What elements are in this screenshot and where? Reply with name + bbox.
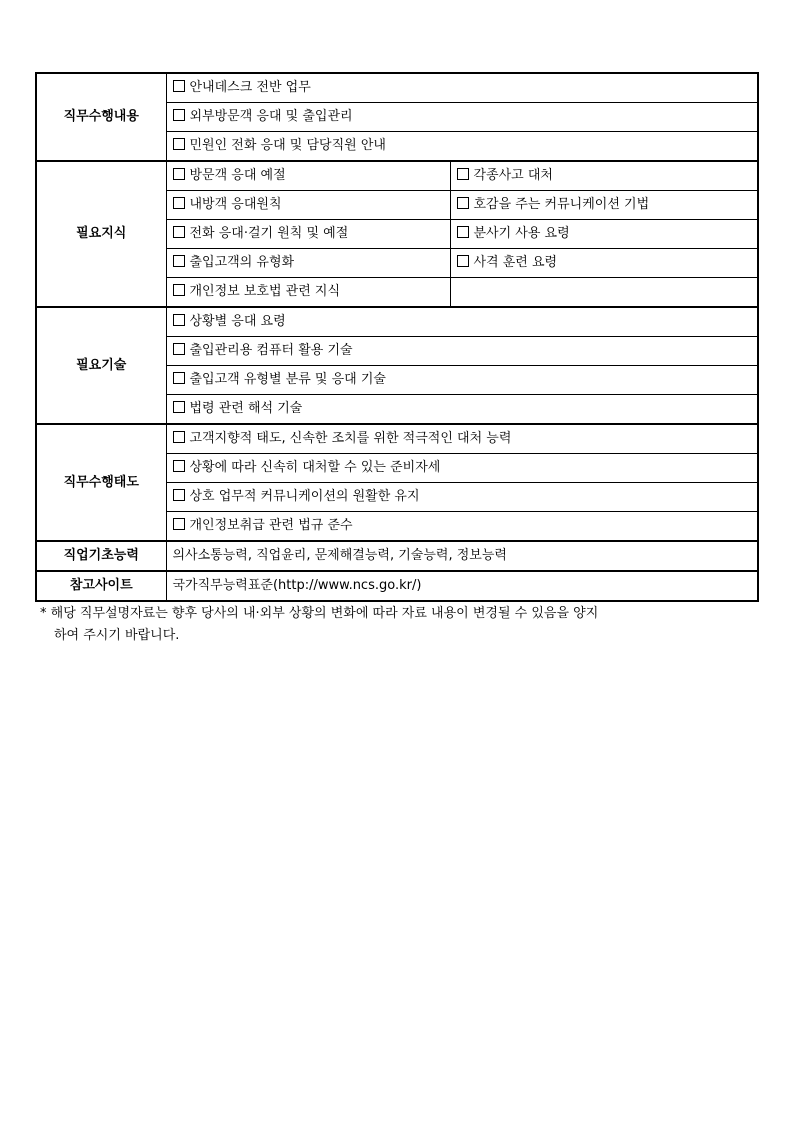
basic-skills-value: 의사소통능력, 직업윤리, 문제해결능력, 기술능력, 정보능력 [166, 541, 758, 571]
checkbox-icon [173, 168, 185, 180]
basic-skills-heading: 직업기초능력 [36, 541, 166, 571]
checkbox-icon [457, 255, 469, 267]
item-label: 전화 응대·걸기 원칙 및 예절 [189, 226, 349, 241]
item-label: 사격 훈련 요령 [473, 255, 558, 270]
job-description-table [35, 72, 759, 602]
section-heading: 직무수행내용 [36, 73, 166, 161]
checkbox-icon [173, 138, 185, 150]
item-cell [166, 278, 450, 308]
item-label: 안내데스크 전반 업무 [189, 80, 311, 95]
checkbox-icon [173, 518, 185, 530]
checkbox-icon [173, 489, 185, 501]
table-row [36, 424, 758, 454]
item-cell [166, 132, 758, 162]
item-cell [166, 395, 758, 425]
item-label: 외부방문객 응대 및 출입관리 [189, 109, 353, 124]
item-cell [166, 454, 758, 483]
item-cell [450, 249, 758, 278]
disclaimer-line-1: * 해당 직무설명자료는 향후 당사의 내·외부 상황의 변화에 따라 자료 내용이 변경될 수 있음을 양지 [40, 606, 599, 621]
reference-site-value: 국가직무능력표준(http://www.ncs.go.kr/) [166, 571, 758, 601]
checkbox-icon [173, 372, 185, 384]
item-cell [450, 220, 758, 249]
item-cell [166, 366, 758, 395]
item-label: 개인정보 보호법 관련 지식 [189, 284, 341, 299]
checkbox-icon [173, 314, 185, 326]
checkbox-icon [173, 255, 185, 267]
item-label: 분사기 사용 요령 [473, 226, 570, 241]
basic-skills-row [36, 541, 758, 571]
item-cell [450, 278, 758, 308]
checkbox-icon [173, 197, 185, 209]
table-row [36, 307, 758, 337]
table-row [36, 73, 758, 103]
checkbox-icon [173, 80, 185, 92]
checkbox-icon [173, 401, 185, 413]
item-cell [166, 220, 450, 249]
item-cell [166, 103, 758, 132]
item-cell [166, 307, 758, 337]
disclaimer-line-2: 하여 주시기 바랍니다. [54, 628, 180, 643]
item-cell [166, 512, 758, 542]
checkbox-icon [173, 284, 185, 296]
checkbox-icon [457, 226, 469, 238]
section-heading: 필요기술 [36, 307, 166, 424]
item-label: 상황에 따라 신속히 대처할 수 있는 준비자세 [189, 460, 441, 475]
reference-site-row [36, 571, 758, 601]
disclaimer-note [40, 603, 740, 647]
item-cell [166, 249, 450, 278]
item-label: 출입고객 유형별 분류 및 응대 기술 [189, 372, 386, 387]
item-cell [166, 73, 758, 103]
item-label: 출입고객의 유형화 [189, 255, 295, 270]
checkbox-icon [457, 197, 469, 209]
section-heading: 직무수행태도 [36, 424, 166, 541]
checkbox-icon [457, 168, 469, 180]
item-label: 출입관리용 컴퓨터 활용 기술 [189, 343, 353, 358]
item-cell [166, 424, 758, 454]
item-cell [450, 161, 758, 191]
item-cell [450, 191, 758, 220]
checkbox-icon [173, 226, 185, 238]
item-label: 호감을 주는 커뮤니케이션 기법 [473, 197, 650, 212]
item-cell [166, 483, 758, 512]
table-row [36, 161, 758, 191]
item-label: 개인정보취급 관련 법규 준수 [189, 518, 353, 533]
item-label: 상황별 응대 요령 [189, 314, 286, 329]
item-cell [166, 161, 450, 191]
item-label: 고객지향적 태도, 신속한 조치를 위한 적극적인 대처 능력 [189, 431, 512, 446]
item-label: 각종사고 대처 [473, 168, 553, 183]
checkbox-icon [173, 431, 185, 443]
section-heading: 필요지식 [36, 161, 166, 307]
item-label: 내방객 응대원칙 [189, 197, 282, 212]
item-cell [166, 337, 758, 366]
item-label: 민원인 전화 응대 및 담당직원 안내 [189, 138, 386, 153]
item-label: 방문객 응대 예절 [189, 168, 286, 183]
item-cell [166, 191, 450, 220]
item-label: 법령 관련 해석 기술 [189, 401, 303, 416]
reference-site-heading: 참고사이트 [36, 571, 166, 601]
checkbox-icon [173, 109, 185, 121]
item-label: 상호 업무적 커뮤니케이션의 원활한 유지 [189, 489, 420, 504]
checkbox-icon [173, 460, 185, 472]
checkbox-icon [173, 343, 185, 355]
